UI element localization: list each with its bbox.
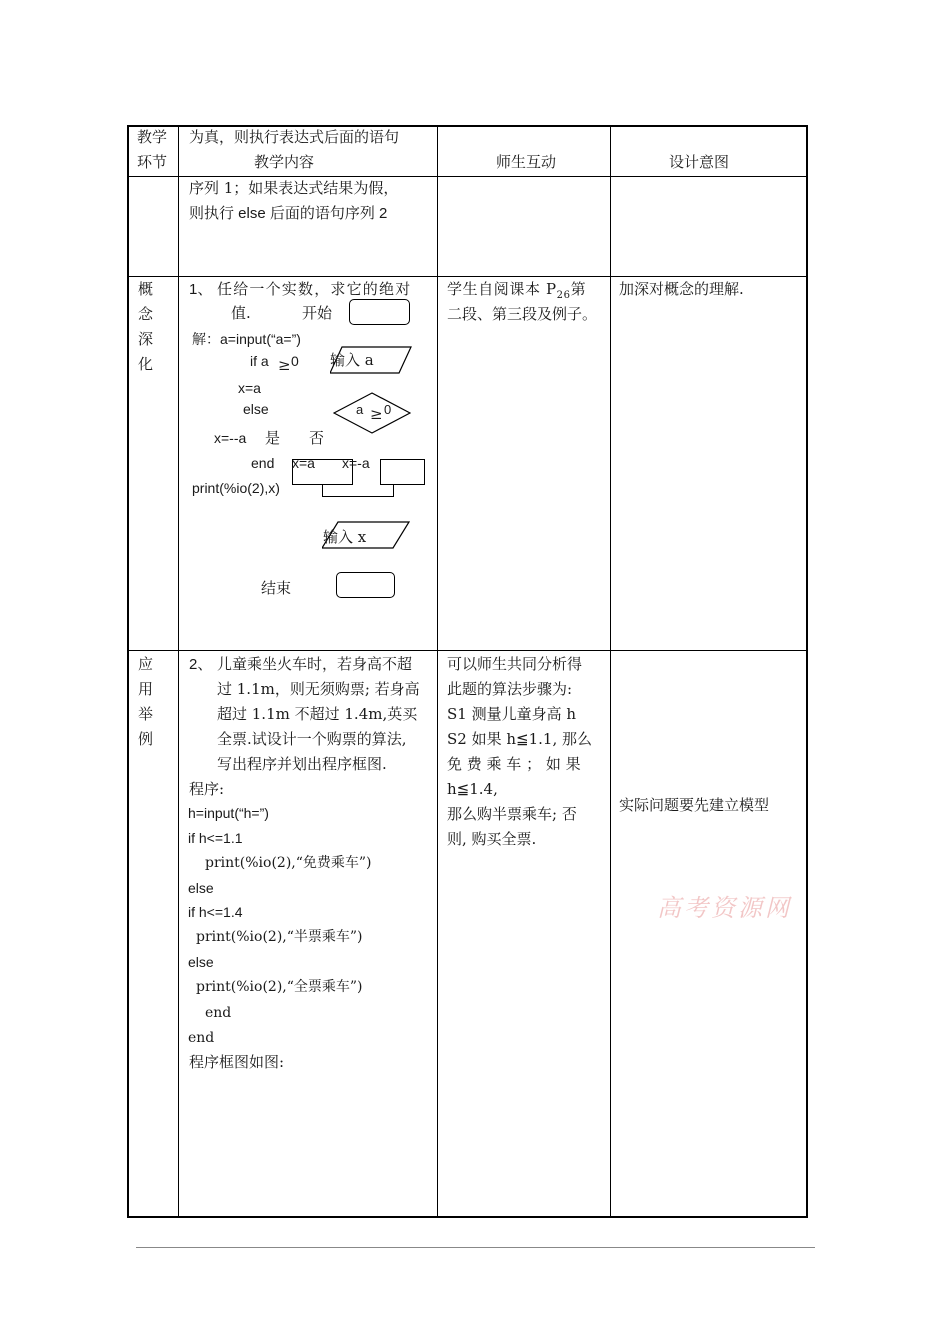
row3-interaction-line1: 可以师生共同分析得 bbox=[447, 655, 583, 673]
row3-question-line2: 过 1.1m，则无须购票; 若身高 bbox=[217, 680, 420, 698]
row3-flow-label: 程序框图如图: bbox=[189, 1053, 285, 1071]
row2-interaction-line1 bbox=[447, 282, 586, 301]
row2-section-char2: 念 bbox=[138, 305, 154, 323]
flow-box-x-eq-a-label: x=a bbox=[292, 455, 315, 471]
row3-interaction-line5: 免 费 乘 车 ； 如 果 bbox=[447, 755, 581, 773]
row3-question-line5: 写出程序并划出程序框图. bbox=[217, 755, 387, 773]
code-else: else bbox=[243, 401, 269, 417]
row1-line2: 则执行 else 后面的语句序列 2 bbox=[189, 205, 388, 222]
table-border-left bbox=[127, 125, 129, 1218]
table-rule-header bbox=[127, 176, 808, 177]
flow-box-x-eq-neg-a-label: x=-a bbox=[342, 455, 370, 471]
flow-output-label: 输入 x bbox=[323, 528, 367, 546]
code-if-line: if a bbox=[250, 353, 269, 369]
flow-branch-no: 否 bbox=[309, 429, 325, 447]
flow-end-label: 结束 bbox=[261, 579, 292, 597]
row3-interaction-line2: 此题的算法步骤为: bbox=[447, 680, 573, 698]
flow-start-terminal bbox=[349, 299, 410, 325]
row3-section-char1: 应 bbox=[138, 655, 154, 673]
code-print: print(%io(2),x) bbox=[192, 480, 280, 496]
row3-code-line2: if h<=1.1 bbox=[188, 830, 243, 846]
row3-code-line9: end bbox=[205, 1005, 232, 1021]
table-border-bottom bbox=[127, 1216, 808, 1218]
table-border-top bbox=[127, 125, 808, 127]
row3-code-line4: else bbox=[188, 880, 214, 896]
row2-interaction-page-subscript: 26 bbox=[556, 290, 571, 301]
header-col2-overflow: 为真，则执行表达式后面的语句 bbox=[189, 128, 400, 146]
row3-section-char2: 用 bbox=[138, 680, 154, 698]
row3-program-label: 程序: bbox=[189, 780, 225, 798]
row2-section-char3: 深 bbox=[138, 330, 154, 348]
code-x-eq-neg-a: x=--a bbox=[214, 430, 247, 446]
row2-question-line2: 值. bbox=[231, 304, 251, 322]
table-col-divider-2 bbox=[437, 125, 438, 1218]
row2-interaction-line2: 二段、第三段及例子。 bbox=[447, 305, 598, 323]
row3-code-line6: print(%io(2),“半票乘车”) bbox=[196, 929, 363, 945]
row3-code-line10: end bbox=[188, 1030, 215, 1046]
row2-question-line1: 任给一个实数，求它的绝对 bbox=[217, 280, 412, 298]
flow-connector-right bbox=[393, 484, 394, 496]
row3-section-char3: 举 bbox=[138, 705, 154, 723]
header-col3-title: 师生互动 bbox=[496, 153, 557, 171]
flow-box-x-eq-neg-a bbox=[380, 459, 425, 485]
flow-start-label: 开始 bbox=[302, 304, 333, 322]
row3-question-number: 2、 bbox=[189, 656, 213, 673]
row3-intent: 实际问题要先建立模型 bbox=[619, 796, 770, 814]
row2-question-number: 1、 bbox=[189, 281, 213, 298]
table-rule-row1 bbox=[127, 276, 808, 277]
row3-code-line8: print(%io(2),“全票乘车”) bbox=[196, 979, 363, 995]
row3-interaction-line7: 那么购半票乘车; 否 bbox=[447, 805, 577, 823]
table-rule-row2 bbox=[127, 650, 808, 651]
flow-decision-a: a bbox=[356, 402, 364, 417]
row3-interaction-line3: S1 测量儿童身高 h bbox=[447, 705, 577, 723]
row3-question-line1: 儿童乘坐火车时，若身高不超 bbox=[217, 655, 413, 673]
row3-section-char4: 例 bbox=[138, 730, 154, 748]
row3-question-line4: 全票.试设计一个购票的算法, bbox=[217, 730, 407, 748]
row2-section-char4: 化 bbox=[138, 355, 154, 373]
footer-rule bbox=[136, 1247, 815, 1248]
header-col1-line2: 环节 bbox=[137, 153, 168, 171]
row3-code-line5: if h<=1.4 bbox=[188, 904, 243, 920]
flow-branch-yes: 是 bbox=[265, 429, 281, 447]
flow-input-label: 输入 a bbox=[330, 351, 374, 369]
header-col2-title: 教学内容 bbox=[254, 153, 315, 171]
row2-interaction-text-b: 第 bbox=[570, 280, 587, 298]
code-x-eq-a: x=a bbox=[238, 380, 261, 396]
row3-interaction-line4: S2 如果 h≦1.1, 那么 bbox=[447, 730, 592, 748]
watermark-logo: 高考资源网 bbox=[657, 894, 792, 922]
flow-decision-zero: 0 bbox=[384, 402, 392, 417]
header-col4-title: 设计意图 bbox=[669, 153, 730, 171]
row3-question-line3: 超过 1.1m 不超过 1.4m,英买 bbox=[217, 705, 418, 723]
flow-connector-left bbox=[322, 484, 323, 496]
code-if-zero: 0 bbox=[291, 353, 299, 369]
row2-interaction-text-a: 学生自阅课本 P bbox=[447, 280, 557, 298]
row3-interaction-line6: h≦1.4, bbox=[447, 780, 498, 798]
row3-code-line1: h=input(“h=”) bbox=[188, 805, 269, 821]
code-solve-line: 解：a=input(“a=”) bbox=[192, 331, 301, 347]
flow-end-terminal bbox=[336, 572, 395, 598]
row3-interaction-line8: 则, 购买全票. bbox=[447, 830, 537, 848]
table-border-right bbox=[806, 125, 808, 1218]
code-if-ge-symbol: ≥ bbox=[278, 356, 291, 374]
table-col-divider-3 bbox=[610, 125, 611, 1218]
flow-decision-ge: ≥ bbox=[370, 405, 383, 423]
row3-code-line3: print(%io(2),“免费乘车”) bbox=[205, 855, 372, 871]
row3-code-line7: else bbox=[188, 954, 214, 970]
row2-intent: 加深对概念的理解. bbox=[619, 280, 744, 298]
header-col1-line1: 教学 bbox=[137, 128, 168, 146]
table-col-divider-1 bbox=[178, 125, 179, 1218]
row1-line1: 序列 1；如果表达式结果为假， bbox=[189, 179, 399, 197]
flow-connector-merge bbox=[322, 496, 394, 497]
row2-section-char1: 概 bbox=[138, 280, 154, 298]
code-end: end bbox=[251, 455, 275, 471]
